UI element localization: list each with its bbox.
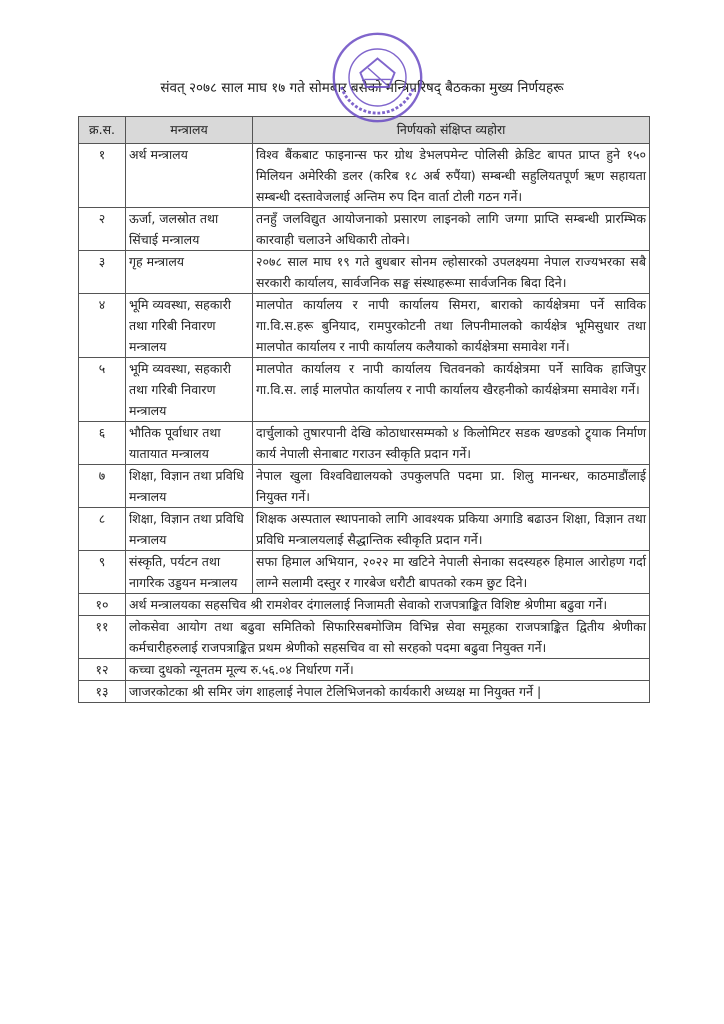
row-number: ३ (79, 251, 126, 294)
official-stamp (330, 30, 425, 125)
decision-cell: अर्थ मन्त्रालयका सहसचिव श्री रामशेवर दंगाललाई निजामती सेवाको राजपत्राङ्कित विशिष्ट श्रेणीमा बढुवा गर्ने। (126, 594, 650, 616)
header-decision: निर्णयको संक्षिप्त व्यहोरा (253, 117, 650, 144)
ministry-cell: संस्कृति, पर्यटन तथा नागरिक उड्डयन मन्त्रालय (126, 551, 253, 594)
decision-cell: जाजरकोटका श्री समिर जंग शाहलाई नेपाल टेलिभिजनको कार्यकारी अध्यक्ष मा नियुक्त गर्ने | (126, 681, 650, 703)
row-number: ८ (79, 508, 126, 551)
ministry-cell: भूमि व्यवस्था, सहकारी तथा गरिबी निवारण मन्त्रालय (126, 294, 253, 358)
header-ministry: मन्त्रालय (126, 117, 253, 144)
row-number: ९ (79, 551, 126, 594)
table-row (79, 422, 650, 465)
table-row (79, 208, 650, 251)
decision-cell: कच्चा दुधको न्यूनतम मूल्य रु.५६.०४ निर्धारण गर्ने। (126, 659, 650, 681)
ministry-cell: भौतिक पूर्वाधार तथा यातायात मन्त्रालय (126, 422, 253, 465)
table-row (79, 659, 650, 681)
ministry-cell: शिक्षा, विज्ञान तथा प्रविधि मन्त्रालय (126, 465, 253, 508)
decision-cell: तनहुँ जलविद्युत आयोजनाको प्रसारण लाइनको लागि जग्गा प्राप्ति सम्बन्धी प्रारम्भिक कारवाही चलाउने अधिकारी तोक्ने। (253, 208, 650, 251)
table-row (79, 681, 650, 703)
decision-cell: मालपोत कार्यालय र नापी कार्यालय सिमरा, बाराको कार्यक्षेत्रमा पर्ने साविक गा.वि.स.हरू बुनियाद, रामपुरकोटनी तथा लिपनीमालको कार्यक्षेत्र भूमिसुधार तथा मालपोत कार्यालय र नापी कार्यालय कलैयाको कार्यक्षेत्रमा समावेश गर्ने। (253, 294, 650, 358)
row-number: १ (79, 144, 126, 208)
row-number: ६ (79, 422, 126, 465)
ministry-cell: शिक्षा, विज्ञान तथा प्रविधि मन्त्रालय (126, 508, 253, 551)
ministry-cell: भूमि व्यवस्था, सहकारी तथा गरिबी निवारण मन्त्रालय (126, 358, 253, 422)
table-row (79, 144, 650, 208)
ministry-cell: ऊर्जा, जलस्रोत तथा सिंचाई मन्त्रालय (126, 208, 253, 251)
table-row (79, 616, 650, 659)
decision-cell: मालपोत कार्यालय र नापी कार्यालय चितवनको कार्यक्षेत्रमा पर्ने साविक हाजिपुर गा.वि.स. लाई मालपोत कार्यालय र नापी कार्यालय खैरहनीको कार्यक्षेत्रमा समावेश गर्ने। (253, 358, 650, 422)
row-number: २ (79, 208, 126, 251)
document-title: संवत् २०७८ साल माघ १७ गते सोमबार बसेको मन्त्रिपरिषद् बैठकका मुख्य निर्णयहरू (160, 80, 564, 96)
decision-cell: नेपाल खुला विश्वविद्यालयको उपकुलपति पदमा प्रा. शिलु मानन्धर, काठमाडौंलाई नियुक्त गर्ने। (253, 465, 650, 508)
table-row (79, 508, 650, 551)
table-row (79, 294, 650, 358)
decision-cell: शिक्षक अस्पताल स्थापनाको लागि आवश्यक प्रकिया अगाडि बढाउन शिक्षा, विज्ञान तथा प्रविधि मन्त्रालयलाई सैद्धान्तिक स्वीकृति प्रदान गर्ने। (253, 508, 650, 551)
row-number: १३ (79, 681, 126, 703)
row-number: १२ (79, 659, 126, 681)
row-number: ११ (79, 616, 126, 659)
decision-cell: दार्चुलाको तुषारपानी देखि कोठाधारसम्मको ४ किलोमिटर सडक खण्डको ट्र्याक निर्माण कार्य नेपाली सेनाबाट गराउन स्वीकृति प्रदान गर्ने। (253, 422, 650, 465)
ministry-cell: गृह मन्त्रालय (126, 251, 253, 294)
table-row (79, 594, 650, 616)
table-row (79, 465, 650, 508)
decision-cell: लोकसेवा आयोग तथा बढुवा समितिको सिफारिसबमोजिम विभिन्न सेवा समूहका राजपत्राङ्कित द्वितीय श्रेणीका कर्मचारीहरुलाई राजपत्राङ्कित प्रथम श्रेणीको सहसचिव वा सो सरहको पदमा बढुवा नियुक्त गर्ने। (126, 616, 650, 659)
row-number: १० (79, 594, 126, 616)
header-sn: क्र.स. (79, 117, 126, 144)
table-row (79, 358, 650, 422)
row-number: ७ (79, 465, 126, 508)
decision-cell: २०७८ साल माघ १९ गते बुधबार सोनम ल्होसारको उपलक्ष्यमा नेपाल राज्यभरका सबै सरकारी कार्यालय, सार्वजनिक सङ्घ संस्थाहरूमा सार्वजनिक बिदा दिने। (253, 251, 650, 294)
decisions-table (78, 116, 650, 703)
table-row (79, 251, 650, 294)
decision-cell: सफा हिमाल अभियान, २०२२ मा खटिने नेपाली सेनाका सदस्यहरु हिमाल आरोहण गर्दा लाग्ने सलामी दस्तुर र गारबेज धरौटी बापतको रकम छुट दिने। (253, 551, 650, 594)
row-number: ५ (79, 358, 126, 422)
ministry-cell: अर्थ मन्त्रालय (126, 144, 253, 208)
decision-cell: विश्व बैंकबाट फाइनान्स फर ग्रोथ डेभलपमेन्ट पोलिसी क्रेडिट बापत प्राप्त हुने १५० मिलियन अमेरिकी डलर (करिब १८ अर्ब रुपैंया) सम्बन्धी सहुलियतपूर्ण ऋण सहायता सम्बन्धी दस्तावेजलाई अन्तिम रुप दिन वार्ता टोली गठन गर्ने। (253, 144, 650, 208)
table-row (79, 551, 650, 594)
row-number: ४ (79, 294, 126, 358)
